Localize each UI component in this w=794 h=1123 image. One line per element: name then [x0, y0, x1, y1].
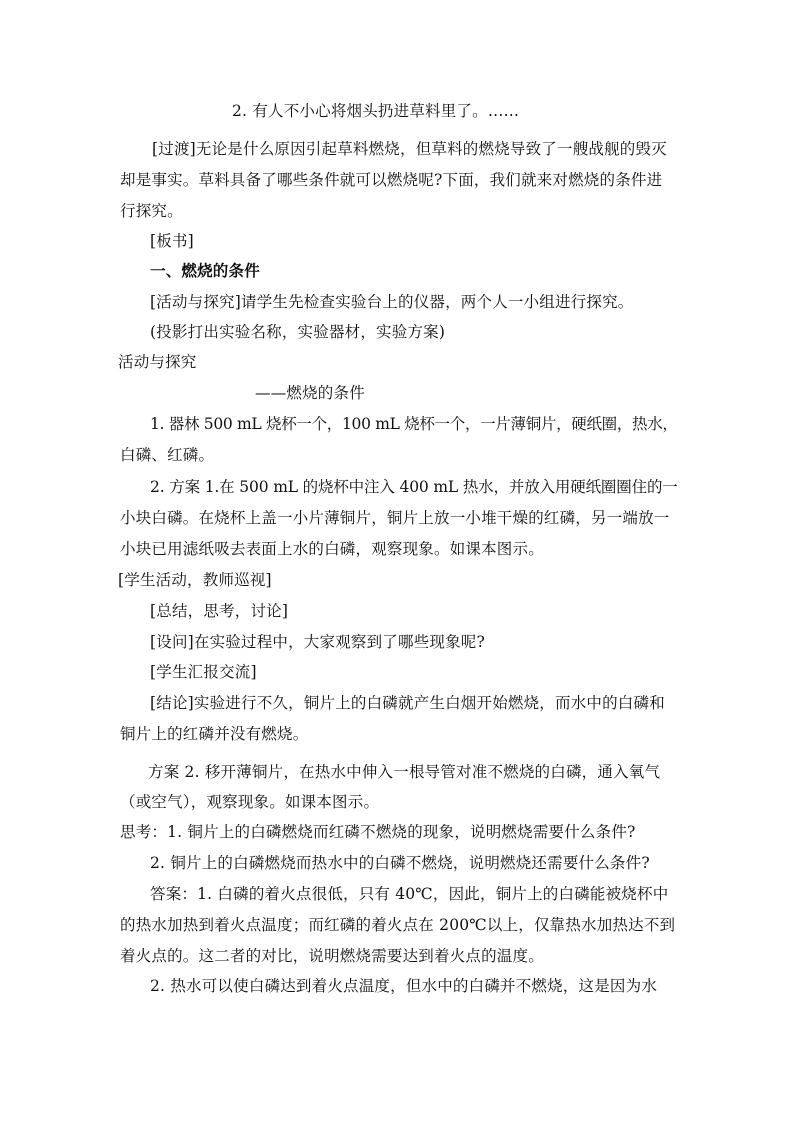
text-line: [学生汇报交流] — [150, 663, 257, 681]
text-line: [设问]在实验过程中，大家观察到了哪些现象呢? — [150, 633, 486, 651]
text-line: 2. 铜片上的白磷燃烧而热水中的白磷不燃烧，说明燃烧还需要什么条件? — [150, 854, 650, 872]
text-line: 思考：1. 铜片上的白磷燃烧而红磷不燃烧的现象，说明燃烧需要什么条件? — [120, 823, 636, 841]
text-line: 小块已用滤纸吸去表面上水的白磷，观察现象。如课本图示。 — [120, 540, 544, 558]
text-line: 答案：1. 白磷的着火点很低，只有 40℃，因此，铜片上的白磷能被烧杯中 — [150, 885, 669, 903]
section-heading: 一、燃烧的条件 — [150, 261, 260, 280]
text-line: 却是事实。草料具备了哪些条件就可以燃烧呢?下面，我们就来对燃烧的条件进 — [120, 171, 663, 189]
text-line: [学生活动，教师巡视] — [118, 571, 272, 589]
text-line: 着火点的。这二者的对比，说明燃烧需要达到着火点的温度。 — [120, 947, 544, 965]
text-line: [板书] — [150, 232, 194, 250]
text-line: （或空气），观察现象。如课本图示。 — [120, 793, 380, 811]
text-line: (投影打出实验名称，实验器材，实验方案) — [150, 323, 446, 341]
text-line: 2. 有人不小心将烟头扔进草料里了。…… — [232, 102, 520, 120]
text-line: [活动与探究]请学生先检查实验台上的仪器，两个人一小组进行探究。 — [150, 293, 634, 311]
text-line: 的热水加热到着火点温度；而红磷的着火点在 200℃以上，仅靠热水加热达不到 — [120, 916, 676, 934]
text-line: 方案 2. 移开薄铜片，在热水中伸入一根导管对准不燃烧的白磷，通入氧气 — [148, 763, 661, 781]
text-line: 2. 方案 1.在 500 mL 的烧杯中注入 400 mL 热水，并放入用硬纸圈圈住的一 — [150, 478, 678, 496]
text-line: 行探究。 — [120, 202, 183, 220]
text-line: 活动与探究 — [118, 353, 197, 371]
text-line: 小块白磷。在烧杯上盖一小片薄铜片，铜片上放一小堆干燥的红磷，另一端放一 — [120, 509, 670, 527]
text-line: 铜片上的红磷并没有燃烧。 — [120, 725, 309, 743]
text-line: 1. 器林 500 mL 烧杯一个，100 mL 烧杯一个，一片薄铜片，硬纸圈，热水， — [150, 415, 678, 433]
text-line: 白磷、红磷。 — [120, 446, 215, 464]
text-line: [总结，思考，讨论] — [150, 602, 289, 620]
text-line: 2. 热水可以使白磷达到着火点温度，但水中的白磷并不燃烧，这是因为水 — [150, 977, 658, 995]
text-line: [结论]实验进行不久，铜片上的白磷就产生白烟开始燃烧，而水中的白磷和 — [150, 694, 665, 712]
text-line: [过渡]无论是什么原因引起草料燃烧，但草料的燃烧导致了一艘战舰的毁灭 — [152, 140, 667, 158]
text-line: ——燃烧的条件 — [255, 384, 365, 402]
